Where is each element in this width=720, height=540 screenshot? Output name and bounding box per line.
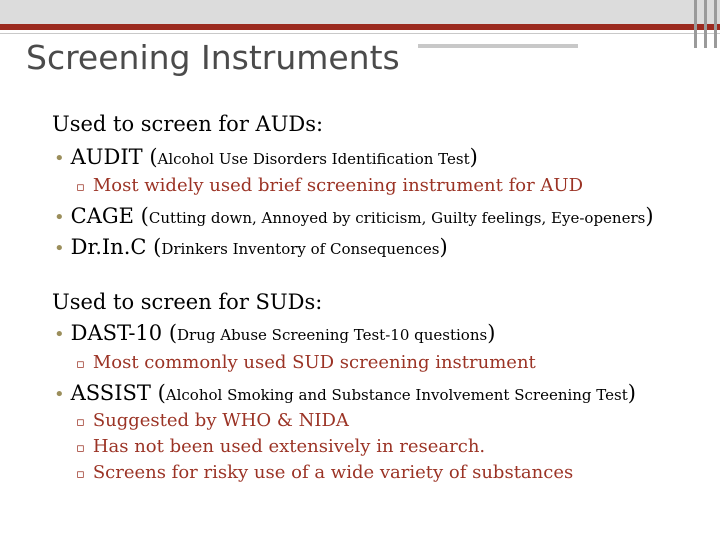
header-bar-red bbox=[0, 24, 720, 30]
decorative-stripe bbox=[714, 0, 717, 48]
square-bullet-icon: ▫ bbox=[76, 441, 85, 456]
aud-heading: Used to screen for AUDs: bbox=[52, 112, 324, 136]
list-item-audit: • AUDIT (Alcohol Use Disorders Identification Test) bbox=[54, 145, 478, 169]
list-item-assist-sub: ▫ Suggested by WHO & NIDA bbox=[76, 410, 349, 431]
list-item-assist-sub: ▫ Screens for risky use of a wide variety of substances bbox=[76, 462, 574, 483]
decorative-stripe bbox=[694, 0, 697, 48]
square-bullet-icon: ▫ bbox=[76, 357, 85, 372]
bullet-dot-icon: • bbox=[54, 207, 65, 228]
decorative-stripe bbox=[704, 0, 707, 48]
list-item-assist-sub: ▫ Has not been used extensively in research. bbox=[76, 436, 486, 457]
list-item-dast-sub: ▫ Most commonly used SUD screening instrument bbox=[76, 352, 536, 373]
bullet-dot-icon: • bbox=[54, 384, 65, 405]
bullet-dot-icon: • bbox=[54, 238, 65, 259]
list-item-cage: • CAGE (Cutting down, Annoyed by criticism, Guilty feelings, Eye-openers) bbox=[54, 204, 654, 228]
title-underline bbox=[418, 44, 578, 48]
bullet-dot-icon: • bbox=[54, 324, 65, 345]
bullet-dot-icon: • bbox=[54, 148, 65, 169]
square-bullet-icon: ▫ bbox=[76, 180, 85, 195]
list-item-drinc: • Dr.In.C (Drinkers Inventory of Consequences) bbox=[54, 235, 448, 259]
list-item-dast: • DAST-10 (Drug Abuse Screening Test-10 questions) bbox=[54, 321, 496, 345]
header-bar-gray bbox=[0, 0, 720, 24]
sud-heading: Used to screen for SUDs: bbox=[52, 290, 323, 314]
slide-title: Screening Instruments bbox=[26, 38, 400, 77]
header-divider bbox=[0, 33, 720, 34]
list-item-audit-sub: ▫ Most widely used brief screening instrument for AUD bbox=[76, 175, 584, 196]
square-bullet-icon: ▫ bbox=[76, 467, 85, 482]
list-item-assist: • ASSIST (Alcohol Smoking and Substance Involvement Screening Test) bbox=[54, 381, 636, 405]
square-bullet-icon: ▫ bbox=[76, 415, 85, 430]
